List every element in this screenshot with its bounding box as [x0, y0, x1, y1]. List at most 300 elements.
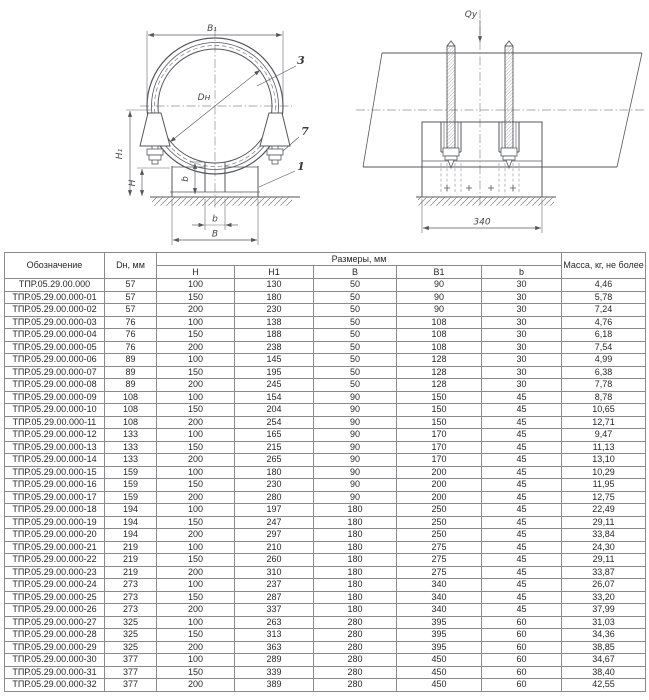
cell-mass: 38,40 [562, 666, 646, 679]
cell-dn: 219 [105, 554, 157, 567]
pipe-clamp-side-view [356, 10, 646, 233]
cell-designation: ТПР.05.29.00.000-25 [5, 591, 105, 604]
header-size-b: b [482, 266, 562, 279]
table-row [5, 291, 646, 304]
cell-h1: 154 [235, 391, 314, 404]
cell-mass: 7,78 [562, 379, 646, 392]
cell-dn: 76 [105, 316, 157, 329]
cell-b-cap: 180 [314, 529, 397, 542]
cell-h: 100 [157, 541, 235, 554]
cell-h1: 188 [235, 329, 314, 342]
load-label-qy: Qy [464, 10, 478, 20]
cell-mass: 31,03 [562, 616, 646, 629]
header-size-b-cap: B [314, 266, 397, 279]
header-size-h: H [157, 266, 235, 279]
cell-mass: 24,30 [562, 541, 646, 554]
dim-label-dn: Dн [197, 93, 211, 103]
cell-mass: 6,18 [562, 329, 646, 342]
cell-designation: ТПР.05.29.00.000-22 [5, 554, 105, 567]
cell-b-cap: 90 [314, 466, 397, 479]
header-sizes-group: Размеры, мм [157, 253, 562, 266]
cell-b1: 108 [397, 316, 482, 329]
table-row [5, 304, 646, 317]
cell-h1: 265 [235, 454, 314, 467]
cell-b1: 150 [397, 391, 482, 404]
cell-mass: 4,46 [562, 279, 646, 292]
cell-h1: 263 [235, 616, 314, 629]
cell-h1: 363 [235, 641, 314, 654]
table-row [5, 579, 646, 592]
cell-dn: 194 [105, 504, 157, 517]
cell-h1: 389 [235, 679, 314, 692]
dim-label-b1-top: B₁ [207, 24, 217, 34]
cell-b1: 200 [397, 466, 482, 479]
header-size-b1: B1 [397, 266, 482, 279]
cell-b-cap: 50 [314, 316, 397, 329]
cell-b-cap: 50 [314, 279, 397, 292]
table-row [5, 429, 646, 442]
cell-dn: 133 [105, 429, 157, 442]
ground-hatch [418, 198, 554, 206]
cell-designation: ТПР.05.29.00.000-08 [5, 379, 105, 392]
cell-designation: ТПР.05.29.00.000-03 [5, 316, 105, 329]
cell-h: 100 [157, 279, 235, 292]
dim-label-b-vertical: b [181, 176, 191, 182]
cell-b1: 150 [397, 404, 482, 417]
header-designation: Обозначение [5, 253, 105, 279]
cell-b1: 275 [397, 554, 482, 567]
cell-h1: 165 [235, 429, 314, 442]
cell-b: 60 [482, 616, 562, 629]
cell-b1: 170 [397, 429, 482, 442]
cell-h1: 204 [235, 404, 314, 417]
cell-mass: 34,67 [562, 654, 646, 667]
cell-dn: 108 [105, 391, 157, 404]
cell-mass: 12,71 [562, 416, 646, 429]
table-row [5, 516, 646, 529]
cell-dn: 159 [105, 479, 157, 492]
dimensions-table [4, 252, 646, 692]
cell-dn: 89 [105, 354, 157, 367]
cell-mass: 10,29 [562, 466, 646, 479]
cell-b: 45 [482, 479, 562, 492]
dim-label-h1: H₁ [115, 148, 125, 160]
cell-b: 45 [482, 591, 562, 604]
cell-b: 30 [482, 279, 562, 292]
cell-b-cap: 50 [314, 291, 397, 304]
cell-b1: 340 [397, 579, 482, 592]
cell-b1: 250 [397, 504, 482, 517]
table-row [5, 491, 646, 504]
dim-label-h: H [128, 179, 138, 187]
cell-designation: ТПР.05.29.00.000-18 [5, 504, 105, 517]
cell-designation: ТПР.05.29.00.000-10 [5, 404, 105, 417]
table-row [5, 554, 646, 567]
cell-dn: 76 [105, 341, 157, 354]
cell-designation: ТПР.05.29.00.000-07 [5, 366, 105, 379]
cell-designation: ТПР.05.29.00.000-12 [5, 429, 105, 442]
cell-h: 100 [157, 579, 235, 592]
cell-h: 100 [157, 354, 235, 367]
table-row [5, 566, 646, 579]
cell-b-cap: 50 [314, 329, 397, 342]
cell-dn: 89 [105, 366, 157, 379]
cell-h1: 195 [235, 366, 314, 379]
table-row [5, 366, 646, 379]
cell-designation: ТПР.05.29.00.000-01 [5, 291, 105, 304]
cell-b: 45 [482, 466, 562, 479]
cell-b: 60 [482, 679, 562, 692]
cell-b: 30 [482, 354, 562, 367]
cell-b: 60 [482, 666, 562, 679]
table-row [5, 316, 646, 329]
cell-b: 60 [482, 629, 562, 642]
cell-b-cap: 280 [314, 641, 397, 654]
table-row [5, 541, 646, 554]
pipe-clamp-front-view [115, 24, 309, 245]
cell-h: 200 [157, 566, 235, 579]
cell-b-cap: 90 [314, 404, 397, 417]
cell-designation: ТПР.05.29.00.000-23 [5, 566, 105, 579]
cell-b1: 275 [397, 566, 482, 579]
cell-designation: ТПР.05.29.00.000-24 [5, 579, 105, 592]
part-number-1: 1 [297, 160, 305, 173]
table-row [5, 616, 646, 629]
cell-h: 200 [157, 454, 235, 467]
clamp-bolt-right [267, 146, 283, 164]
cell-b: 45 [482, 604, 562, 617]
cell-b1: 128 [397, 366, 482, 379]
cell-b: 30 [482, 304, 562, 317]
table-row [5, 466, 646, 479]
cell-b-cap: 180 [314, 541, 397, 554]
cell-designation: ТПР.05.29.00.000-28 [5, 629, 105, 642]
cell-b-cap: 50 [314, 341, 397, 354]
cell-b-cap: 50 [314, 366, 397, 379]
cell-mass: 4,99 [562, 354, 646, 367]
cell-mass: 26,07 [562, 579, 646, 592]
cell-dn: 325 [105, 616, 157, 629]
cell-mass: 11,95 [562, 479, 646, 492]
cell-mass: 5,78 [562, 291, 646, 304]
cell-b1: 395 [397, 616, 482, 629]
cell-h1: 245 [235, 379, 314, 392]
cell-b1: 450 [397, 666, 482, 679]
cell-designation: ТПР.05.29.00.000-29 [5, 641, 105, 654]
cell-h1: 230 [235, 479, 314, 492]
cell-b-cap: 90 [314, 416, 397, 429]
cell-h: 150 [157, 291, 235, 304]
cell-mass: 4,76 [562, 316, 646, 329]
cell-h: 150 [157, 554, 235, 567]
table-row [5, 279, 646, 292]
cell-b-cap: 50 [314, 379, 397, 392]
cell-h1: 215 [235, 441, 314, 454]
table-row [5, 391, 646, 404]
cell-designation: ТПР.05.29.00.000-13 [5, 441, 105, 454]
cell-h: 100 [157, 616, 235, 629]
cell-mass: 11,13 [562, 441, 646, 454]
header-mass: Масса, кг, не более [562, 253, 646, 279]
cell-dn: 57 [105, 291, 157, 304]
cell-b-cap: 180 [314, 591, 397, 604]
cell-h: 100 [157, 316, 235, 329]
cell-mass: 8,78 [562, 391, 646, 404]
cell-b1: 128 [397, 379, 482, 392]
cell-h1: 297 [235, 529, 314, 542]
cell-b-cap: 90 [314, 429, 397, 442]
cell-b1: 395 [397, 641, 482, 654]
cell-b1: 108 [397, 341, 482, 354]
cell-h1: 197 [235, 504, 314, 517]
table-row [5, 504, 646, 517]
part-number-7: 7 [301, 125, 309, 138]
cell-b: 30 [482, 329, 562, 342]
cell-mass: 10,65 [562, 404, 646, 417]
cell-designation: ТПР.05.29.00.000-21 [5, 541, 105, 554]
cell-h1: 237 [235, 579, 314, 592]
cell-b-cap: 180 [314, 504, 397, 517]
cell-h1: 287 [235, 591, 314, 604]
cell-h: 150 [157, 516, 235, 529]
cell-b-cap: 90 [314, 479, 397, 492]
cell-dn: 377 [105, 666, 157, 679]
cell-h1: 238 [235, 341, 314, 354]
cell-b: 45 [482, 491, 562, 504]
cell-b: 30 [482, 379, 562, 392]
cell-mass: 12,75 [562, 491, 646, 504]
cell-h: 150 [157, 404, 235, 417]
cell-designation: ТПР.05.29.00.000-32 [5, 679, 105, 692]
cell-b1: 170 [397, 441, 482, 454]
cell-mass: 29,11 [562, 516, 646, 529]
cell-b1: 90 [397, 291, 482, 304]
cell-dn: 108 [105, 416, 157, 429]
cell-dn: 133 [105, 441, 157, 454]
part-number-3: 3 [297, 54, 305, 67]
cell-b: 60 [482, 641, 562, 654]
cell-h: 150 [157, 666, 235, 679]
cell-b: 30 [482, 291, 562, 304]
cell-h: 200 [157, 304, 235, 317]
cell-dn: 133 [105, 454, 157, 467]
cell-b1: 395 [397, 629, 482, 642]
cell-designation: ТПР.05.29.00.000-14 [5, 454, 105, 467]
table-row [5, 604, 646, 617]
cell-b-cap: 180 [314, 604, 397, 617]
cell-b-cap: 280 [314, 654, 397, 667]
cell-b: 45 [482, 454, 562, 467]
clamp-bolt-left [147, 146, 163, 164]
cell-h: 150 [157, 441, 235, 454]
cell-b: 45 [482, 429, 562, 442]
cell-designation: ТПР.05.29.00.000-05 [5, 341, 105, 354]
cell-h: 100 [157, 466, 235, 479]
cell-h1: 280 [235, 491, 314, 504]
cell-h1: 339 [235, 666, 314, 679]
cell-designation: ТПР.05.29.00.000-09 [5, 391, 105, 404]
cell-dn: 273 [105, 604, 157, 617]
cell-b: 45 [482, 529, 562, 542]
table-row [5, 654, 646, 667]
cell-h: 100 [157, 504, 235, 517]
cell-dn: 159 [105, 491, 157, 504]
cell-designation: ТПР.05.29.00.000-20 [5, 529, 105, 542]
table-row [5, 479, 646, 492]
cell-h: 200 [157, 641, 235, 654]
cell-dn: 89 [105, 379, 157, 392]
cell-designation: ТПР.05.29.00.000 [5, 279, 105, 292]
clamp-stud-right [501, 41, 517, 168]
cell-b1: 340 [397, 591, 482, 604]
cell-b1: 200 [397, 479, 482, 492]
cell-h: 200 [157, 529, 235, 542]
table-row [5, 354, 646, 367]
dim-label-b-cap-bottom: B [211, 229, 219, 240]
dim-label-340: 340 [473, 217, 491, 228]
cell-h1: 310 [235, 566, 314, 579]
cell-b1: 150 [397, 416, 482, 429]
cell-h1: 247 [235, 516, 314, 529]
cell-dn: 377 [105, 679, 157, 692]
table-row [5, 629, 646, 642]
ground-hatch [152, 198, 292, 206]
cell-h: 200 [157, 491, 235, 504]
cell-dn: 325 [105, 629, 157, 642]
cell-designation: ТПР.05.29.00.000-16 [5, 479, 105, 492]
table-row [5, 591, 646, 604]
cell-b: 45 [482, 391, 562, 404]
cell-h1: 313 [235, 629, 314, 642]
cell-b1: 90 [397, 279, 482, 292]
cell-h1: 260 [235, 554, 314, 567]
cell-b: 45 [482, 554, 562, 567]
cell-b-cap: 90 [314, 454, 397, 467]
table-row [5, 529, 646, 542]
anchor-block [422, 122, 542, 197]
cell-designation: ТПР.05.29.00.000-19 [5, 516, 105, 529]
cell-b-cap: 180 [314, 579, 397, 592]
cell-designation: ТПР.05.29.00.000-17 [5, 491, 105, 504]
cell-mass: 9,47 [562, 429, 646, 442]
cell-b1: 200 [397, 491, 482, 504]
cell-b-cap: 180 [314, 516, 397, 529]
table-row [5, 404, 646, 417]
cell-h: 150 [157, 591, 235, 604]
cell-h1: 145 [235, 354, 314, 367]
cell-b-cap: 280 [314, 616, 397, 629]
cell-h: 200 [157, 416, 235, 429]
cell-b: 45 [482, 504, 562, 517]
cell-dn: 76 [105, 329, 157, 342]
cell-b: 45 [482, 404, 562, 417]
cell-h: 150 [157, 629, 235, 642]
cell-b-cap: 90 [314, 441, 397, 454]
cell-b-cap: 50 [314, 304, 397, 317]
cell-dn: 273 [105, 579, 157, 592]
cell-h: 150 [157, 366, 235, 379]
table-row [5, 416, 646, 429]
technical-drawing [0, 0, 649, 252]
cell-h1: 289 [235, 654, 314, 667]
cell-mass: 7,24 [562, 304, 646, 317]
cell-b1: 108 [397, 329, 482, 342]
cell-mass: 13,10 [562, 454, 646, 467]
cell-mass: 33,84 [562, 529, 646, 542]
cell-b-cap: 280 [314, 666, 397, 679]
cell-b1: 275 [397, 541, 482, 554]
cell-h: 100 [157, 429, 235, 442]
table-row [5, 454, 646, 467]
cell-dn: 108 [105, 404, 157, 417]
cell-h: 200 [157, 679, 235, 692]
cell-designation: ТПР.05.29.00.000-31 [5, 666, 105, 679]
cell-b1: 250 [397, 516, 482, 529]
cell-designation: ТПР.05.29.00.000-04 [5, 329, 105, 342]
cell-mass: 29,11 [562, 554, 646, 567]
cell-dn: 377 [105, 654, 157, 667]
cell-designation: ТПР.05.29.00.000-15 [5, 466, 105, 479]
cell-dn: 57 [105, 304, 157, 317]
cell-dn: 194 [105, 529, 157, 542]
cell-mass: 22,49 [562, 504, 646, 517]
cell-b-cap: 180 [314, 554, 397, 567]
cell-dn: 273 [105, 591, 157, 604]
cell-b: 45 [482, 416, 562, 429]
cell-b: 45 [482, 441, 562, 454]
cell-h: 100 [157, 654, 235, 667]
cell-dn: 219 [105, 541, 157, 554]
cell-b1: 90 [397, 304, 482, 317]
pipe-support-drawing [0, 0, 649, 252]
cell-b: 45 [482, 579, 562, 592]
cell-h1: 254 [235, 416, 314, 429]
cell-mass: 33,20 [562, 591, 646, 604]
cell-b-cap: 280 [314, 629, 397, 642]
cell-b: 60 [482, 654, 562, 667]
cell-b: 45 [482, 516, 562, 529]
cell-b1: 340 [397, 604, 482, 617]
cell-b: 30 [482, 316, 562, 329]
cell-h1: 180 [235, 291, 314, 304]
cell-mass: 6,38 [562, 366, 646, 379]
cell-h: 200 [157, 341, 235, 354]
header-dn: Dн, мм [105, 253, 157, 279]
table-row [5, 641, 646, 654]
cell-designation: ТПР.05.29.00.000-27 [5, 616, 105, 629]
cell-designation: ТПР.05.29.00.000-30 [5, 654, 105, 667]
cell-h1: 138 [235, 316, 314, 329]
cell-b-cap: 90 [314, 491, 397, 504]
cell-dn: 57 [105, 279, 157, 292]
cell-b1: 128 [397, 354, 482, 367]
cell-b1: 250 [397, 529, 482, 542]
cell-h1: 210 [235, 541, 314, 554]
cell-b: 30 [482, 366, 562, 379]
cell-b-cap: 180 [314, 566, 397, 579]
cell-b: 45 [482, 541, 562, 554]
table-row [5, 341, 646, 354]
table-row [5, 329, 646, 342]
cell-h: 150 [157, 479, 235, 492]
cell-b-cap: 50 [314, 354, 397, 367]
cell-h1: 337 [235, 604, 314, 617]
table-row [5, 679, 646, 692]
cell-dn: 219 [105, 566, 157, 579]
cell-designation: ТПР.05.29.00.000-26 [5, 604, 105, 617]
cell-designation: ТПР.05.29.00.000-06 [5, 354, 105, 367]
cell-mass: 33,87 [562, 566, 646, 579]
